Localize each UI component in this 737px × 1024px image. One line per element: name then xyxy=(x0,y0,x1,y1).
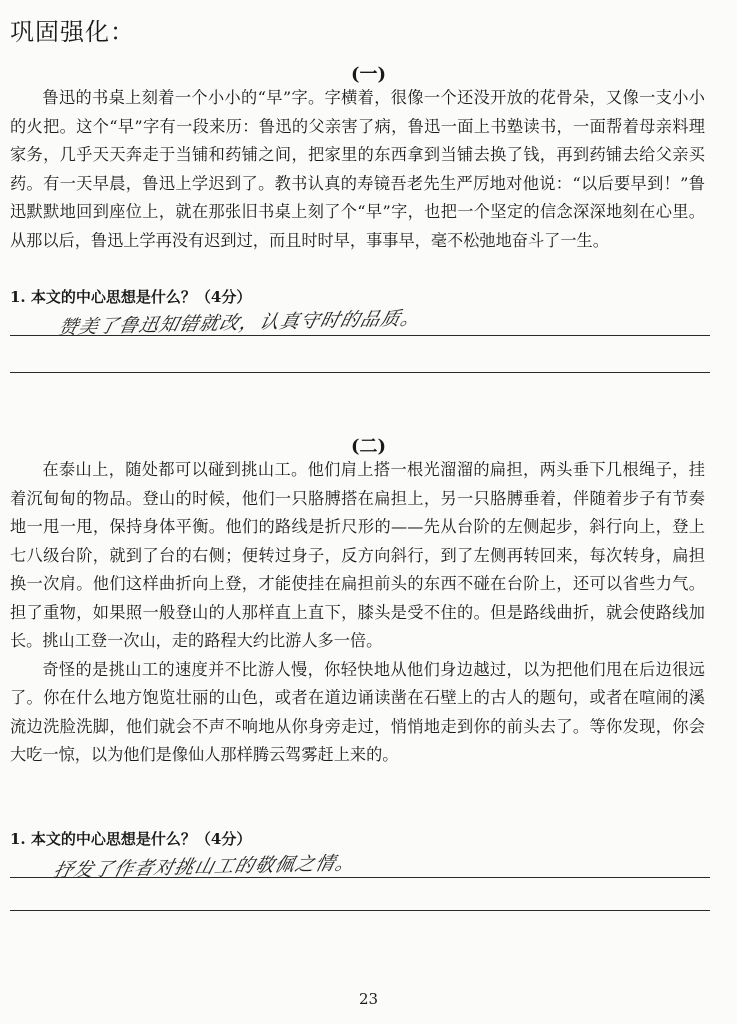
section-2-passage xyxy=(10,456,705,770)
section-1-question: 1. 本文的中心思想是什么？（4分） xyxy=(10,288,252,306)
section-1-title: (一) xyxy=(350,64,387,85)
section-1-handwritten-answer: 赞美了鲁迅知错就改，认真守时的品质。 xyxy=(56,307,424,339)
section-2-paragraph-1: 在泰山上，随处都可以碰到挑山工。他们肩上搭一根光溜溜的扁担，两头垂下几根绳子，挂着沉甸甸的物品。登山的时候，他们一只胳膊搭在扁担上，另一只胳膊垂着，伴随着步子有节奏地一甩一甩，保持身体平衡。他们的路线是折尺形的——先从台阶的左侧起步，斜行向上，登上七八级台阶，就到了台的右侧；便转过身子，反方向斜行，到了左侧再转回来，每次转身，扁担换一次肩。他们这样曲折向上登，才能使挂在扁担前头的东西不碰在台阶上，还可以省些力气。担了重物，如果照一般登山的人那样直上直下，膝头是受不住的。但是路线曲折，就会使路线加长。挑山工登一次山，走的路程大约比游人多一倍。 xyxy=(10,460,705,650)
page-heading: 巩固强化： xyxy=(10,18,135,46)
page-number: 23 xyxy=(358,990,379,1008)
section-2-question: 1. 本文的中心思想是什么？（4分） xyxy=(10,830,252,848)
section-2-answer-line-1 xyxy=(10,877,710,878)
section-1-answer-line-2 xyxy=(10,372,710,373)
section-1-answer-line-1 xyxy=(10,335,710,336)
section-2-handwritten-answer: 抒发了作者对挑山工的敬佩之情。 xyxy=(51,852,359,882)
section-1-paragraph: 鲁迅的书桌上刻着一个小小的“早”字。字横着，很像一个还没开放的花骨朵，又像一支小小的火把。这个“早”字有一段来历：鲁迅的父亲害了病，鲁迅一面上书塾读书，一面帮着母亲料理家务，几乎天天奔走于当铺和药铺之间，把家里的东西拿到当铺去换了钱，再到药铺去给父亲买药。有一天早晨，鲁迅上学迟到了。教书认真的寿镜吾老先生严厉地对他说：“以后要早到！”鲁迅默默地回到座位上，就在那张旧书桌上刻了个“早”字，也把一个坚定的信念深深地刻在心里。从那以后，鲁迅上学再没有迟到过，而且时时早，事事早，毫不松弛地奋斗了一生。 xyxy=(10,88,705,250)
section-1-passage xyxy=(10,84,705,255)
section-2-answer-line-2 xyxy=(10,910,710,911)
section-2-title: (二) xyxy=(350,436,387,457)
section-2-paragraph-2: 奇怪的是挑山工的速度并不比游人慢，你轻快地从他们身边越过，以为把他们甩在后边很远了。你在什么地方饱览壮丽的山色，或者在道边诵读凿在石壁上的古人的题句，或者在喧闹的溪流边洗脸洗脚，他们就会不声不响地从你身旁走过，悄悄地走到你的前头去了。等你发现，你会大吃一惊，以为他们是像仙人那样腾云驾雾赶上来的。 xyxy=(10,659,705,764)
